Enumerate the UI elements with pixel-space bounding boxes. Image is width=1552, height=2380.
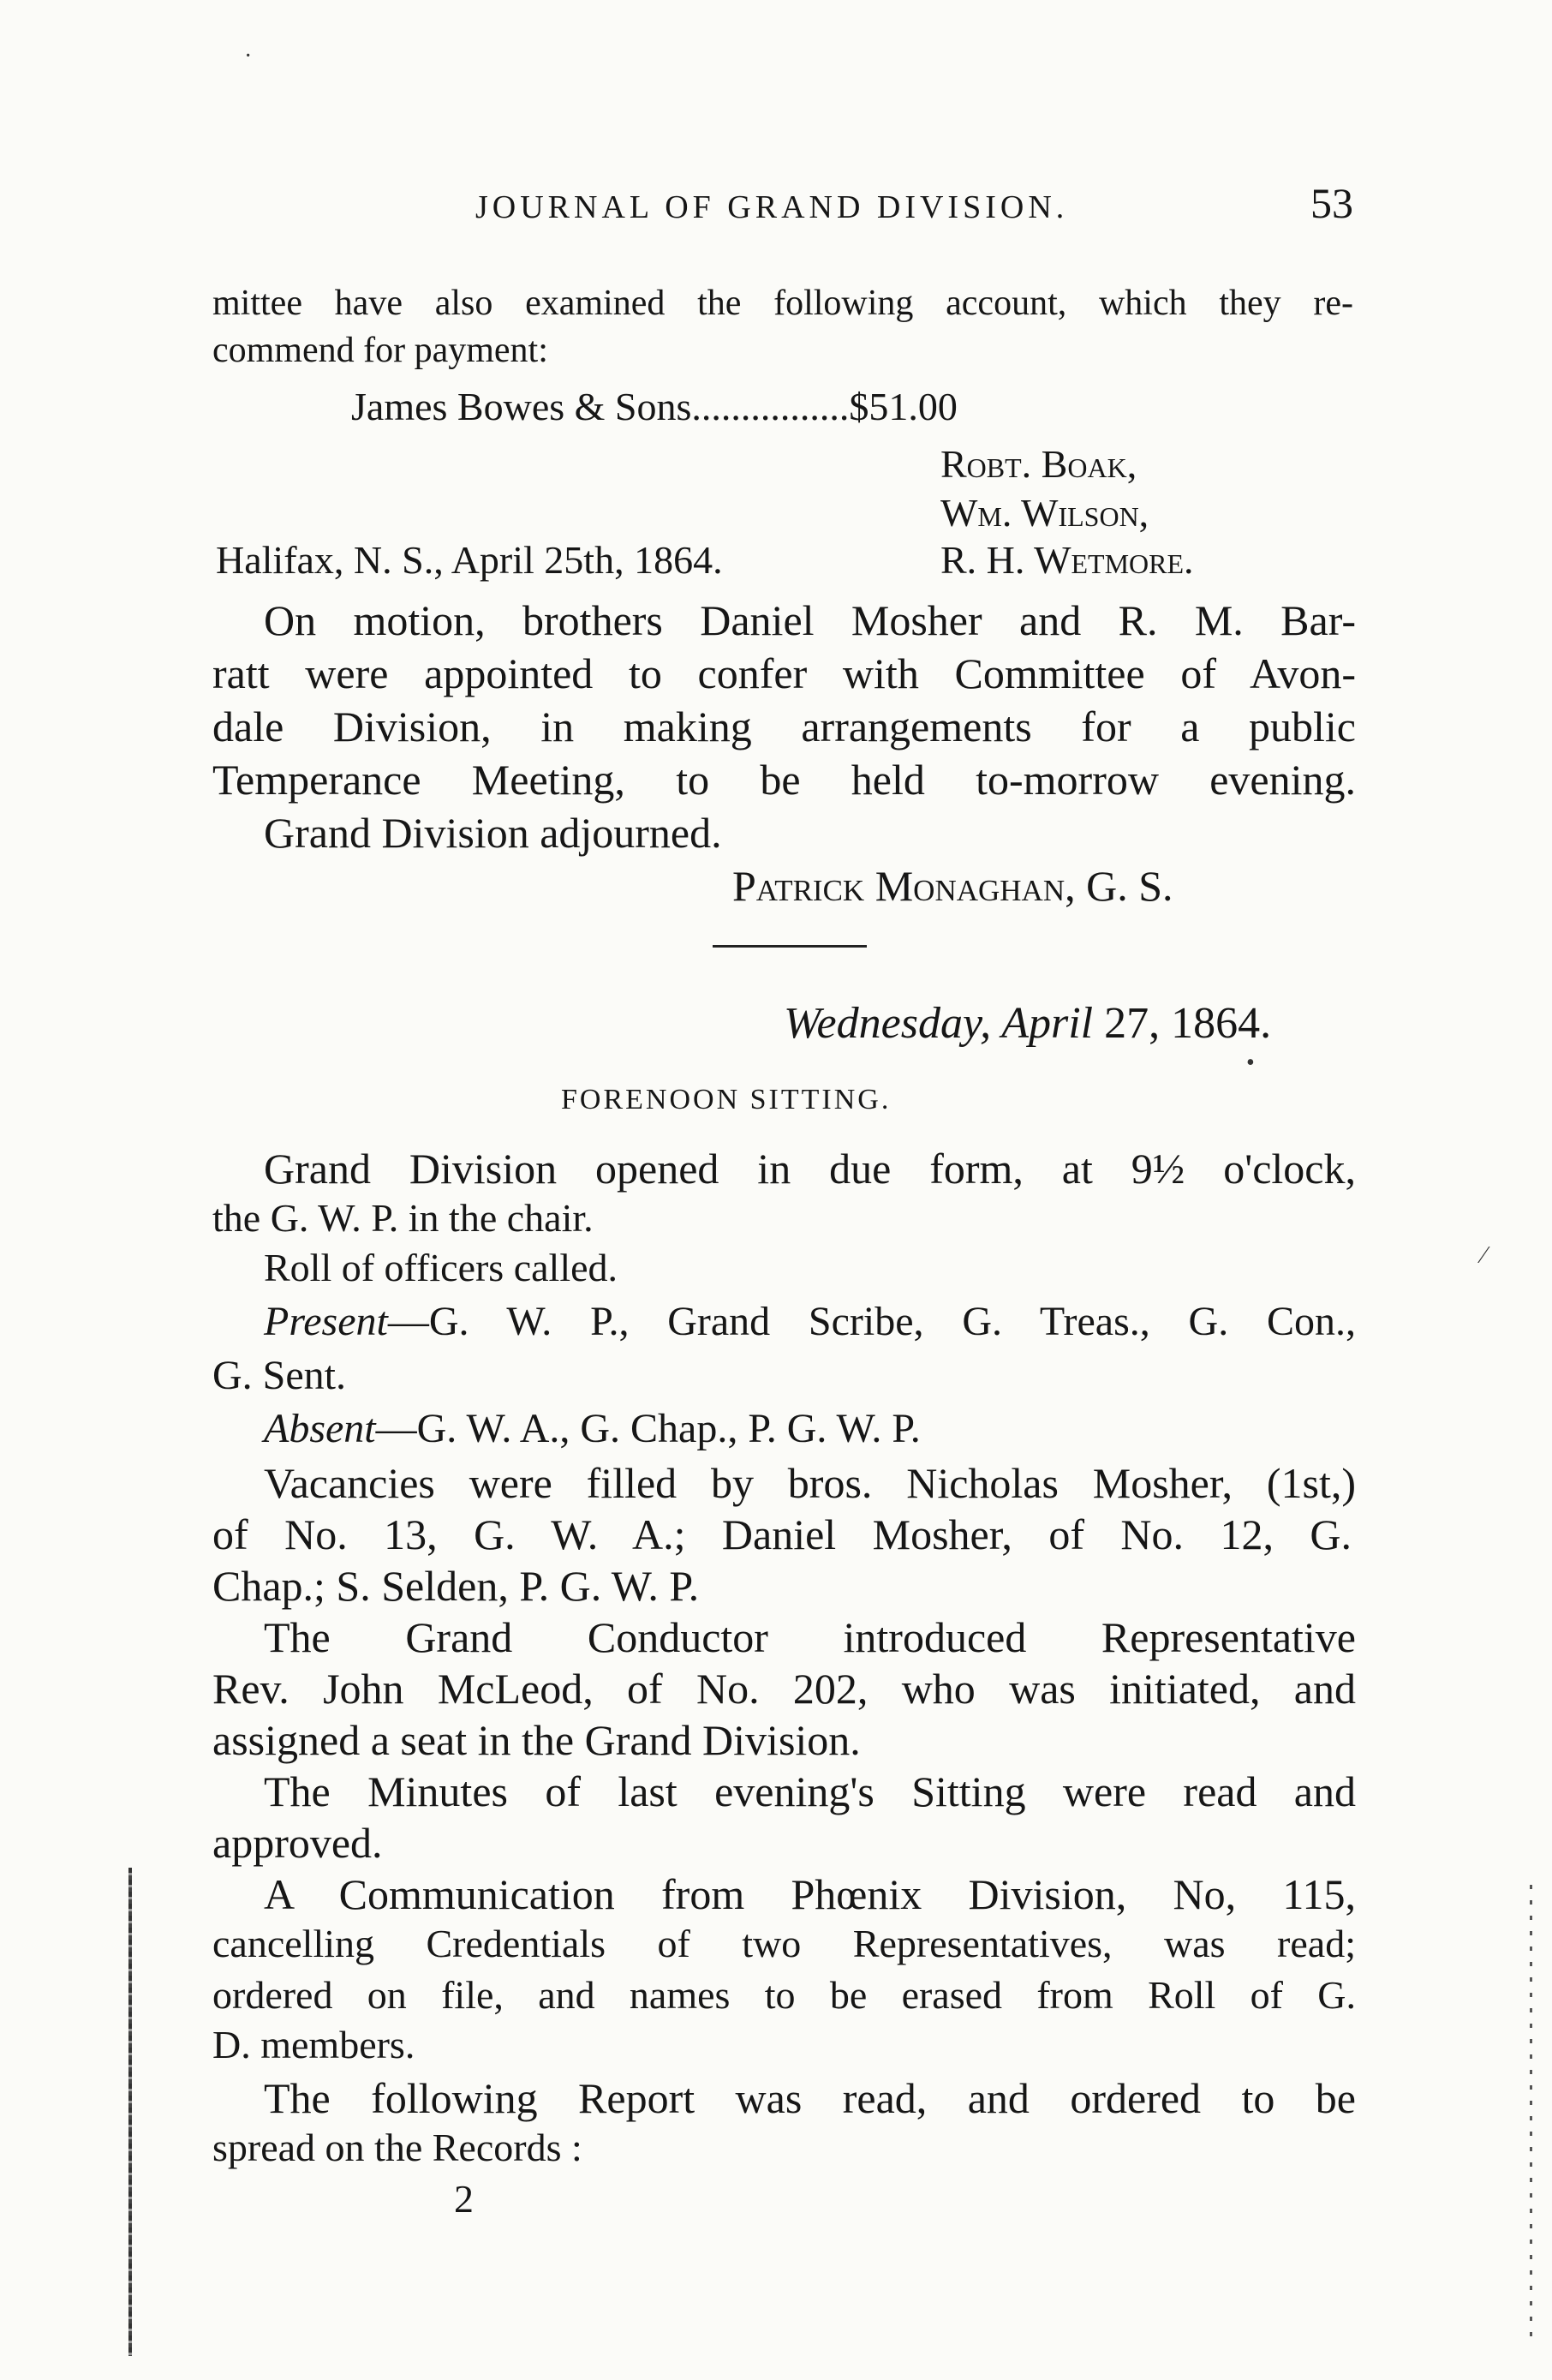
session-heading: FORENOON SITTING.: [561, 1084, 892, 1115]
scan-speck: ·: [244, 43, 253, 69]
text-line: dale Division, in making arrangements for a public: [212, 703, 1356, 750]
text-line: cancelling Credentials of two Representatives, was read;: [212, 1922, 1356, 1965]
text-line: ordered on file, and names to be erased from Roll of G.: [212, 1973, 1356, 2017]
page-number: 53: [1310, 179, 1353, 227]
text-line: The Grand Conductor introduced Representative: [264, 1613, 1356, 1661]
present-line: [264, 1298, 1356, 1345]
text-line: Roll of officers called.: [264, 1246, 618, 1289]
signature-mark: 2: [454, 2177, 474, 2221]
secretary-signature: Patrick Monaghan, G. S.: [732, 862, 1173, 910]
text-line: the G. W. P. in the chair.: [212, 1196, 594, 1240]
text-line: D. members.: [212, 2023, 415, 2066]
place-date: Halifax, N. S., April 25th, 1864.: [216, 538, 723, 582]
text-line: A Communication from Phœnix Division, No, 115,: [264, 1870, 1356, 1918]
signature-name: Robt. Boak,: [940, 442, 1137, 486]
text-line: Grand Division opened in due form, at 9½ o'clock,: [264, 1145, 1356, 1193]
text-line: Chap.; S. Selden, P. G. W. P.: [212, 1562, 700, 1610]
text-line: The Minutes of last evening's Sitting were read and: [264, 1767, 1356, 1815]
present-list: —G. W. P., Grand Scribe, G. Treas., G. Con.,: [387, 1299, 1356, 1344]
absent-label: Absent: [264, 1406, 376, 1451]
signature-name: R. H. Wetmore.: [940, 538, 1194, 582]
absent-list: —G. W. A., G. Chap., P. G. W. P.: [375, 1406, 921, 1451]
running-header: JOURNAL OF GRAND DIVISION.: [475, 189, 1069, 225]
account-entry: James Bowes & Sons................$51.00: [351, 385, 958, 428]
text-line: of No. 13, G. W. A.; Daniel Mosher, of No. 12, G.: [212, 1510, 1352, 1558]
text-line: assigned a seat in the Grand Division.: [212, 1716, 861, 1764]
date-heading-rest: 27, 1864.: [1104, 999, 1272, 1048]
scan-edge-right: [1530, 1885, 1532, 2347]
signature-name: Wm. Wilson,: [940, 491, 1149, 535]
present-label: Present: [264, 1299, 388, 1344]
text-line: Temperance Meeting, to be held to-morrow evening.: [212, 756, 1356, 804]
date-heading-day: Wednesday, April: [784, 999, 1094, 1048]
text-line: Grand Division adjourned.: [264, 809, 722, 857]
text-line: ratt were appointed to confer with Committee of Avon-: [212, 649, 1356, 697]
date-heading: [784, 998, 1271, 1049]
scan-edge-left: [128, 1868, 132, 2356]
text-line: mittee have also examined the following account, which they re-: [212, 284, 1353, 323]
scan-speck: ⁄: [1482, 1242, 1486, 1269]
text-line: spread on the Records :: [212, 2126, 582, 2169]
absent-line: [264, 1405, 921, 1452]
text-line: Rev. John McLeod, of No. 202, who was initiated, and: [212, 1665, 1356, 1713]
section-divider: [713, 945, 867, 948]
text-line: approved.: [212, 1819, 383, 1867]
text-line: commend for payment:: [212, 331, 548, 370]
text-line: The following Report was read, and ordered to be: [264, 2074, 1356, 2122]
scan-speck: •: [1246, 1049, 1255, 1076]
text-line: G. Sent.: [212, 1353, 346, 1398]
text-line: Vacancies were filled by bros. Nicholas Mosher, (1st,): [264, 1459, 1356, 1507]
text-line: On motion, brothers Daniel Mosher and R. M. Bar-: [264, 596, 1356, 644]
